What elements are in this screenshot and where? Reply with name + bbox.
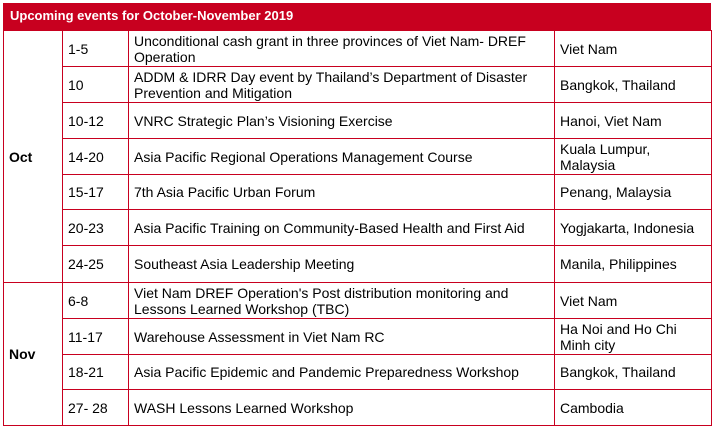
event-dates: 10-12: [63, 103, 129, 139]
table-row: [4, 355, 712, 390]
event-location: Viet Nam: [555, 31, 712, 67]
event-dates: 18-21: [63, 355, 129, 390]
event-title: Asia Pacific Regional Operations Management Course: [129, 139, 555, 175]
events-table: [3, 30, 712, 426]
event-location: Bangkok, Thailand: [555, 67, 712, 103]
month-label-nov: Nov: [4, 283, 63, 426]
event-dates: 6-8: [63, 283, 129, 319]
event-dates: 24-25: [63, 246, 129, 283]
event-location: Kuala Lumpur, Malaysia: [555, 139, 712, 175]
events-title: Upcoming events for October-November 2019: [10, 8, 294, 23]
event-location: Ha Noi and Ho Chi Minh city: [555, 319, 712, 355]
event-dates: 14-20: [63, 139, 129, 175]
event-location: Manila, Philippines: [555, 246, 712, 283]
table-row: [4, 175, 712, 210]
table-row: [4, 319, 712, 355]
event-title: ADDM & IDRR Day event by Thailand’s Department of Disaster Prevention and Mitigation: [129, 67, 555, 103]
event-dates: 20-23: [63, 210, 129, 246]
table-row: [4, 31, 712, 67]
event-title: Viet Nam DREF Operation's Post distribution monitoring and Lessons Learned Workshop (TBC): [129, 283, 555, 319]
table-row: [4, 103, 712, 139]
event-title: Asia Pacific Training on Community-Based Health and First Aid: [129, 210, 555, 246]
event-location: Cambodia: [555, 390, 712, 426]
event-title: 7th Asia Pacific Urban Forum: [129, 175, 555, 210]
table-row: [4, 390, 712, 426]
events-header: [3, 3, 711, 30]
event-location: Penang, Malaysia: [555, 175, 712, 210]
event-location: Hanoi, Viet Nam: [555, 103, 712, 139]
event-dates: 15-17: [63, 175, 129, 210]
event-location: Yogjakarta, Indonesia: [555, 210, 712, 246]
table-row: [4, 283, 712, 319]
table-row: [4, 67, 712, 103]
event-title: Southeast Asia Leadership Meeting: [129, 246, 555, 283]
event-dates: 10: [63, 67, 129, 103]
event-title: WASH Lessons Learned Workshop: [129, 390, 555, 426]
event-title: Asia Pacific Epidemic and Pandemic Preparedness Workshop: [129, 355, 555, 390]
event-dates: 11-17: [63, 319, 129, 355]
month-label-oct: Oct: [4, 31, 63, 283]
table-row: [4, 139, 712, 175]
event-title: VNRC Strategic Plan’s Visioning Exercise: [129, 103, 555, 139]
event-location: Bangkok, Thailand: [555, 355, 712, 390]
table-row: [4, 210, 712, 246]
event-title: Warehouse Assessment in Viet Nam RC: [129, 319, 555, 355]
table-row: [4, 246, 712, 283]
event-title: Unconditional cash grant in three provinces of Viet Nam- DREF Operation: [129, 31, 555, 67]
event-dates: 27- 28: [63, 390, 129, 426]
event-dates: 1-5: [63, 31, 129, 67]
event-location: Viet Nam: [555, 283, 712, 319]
